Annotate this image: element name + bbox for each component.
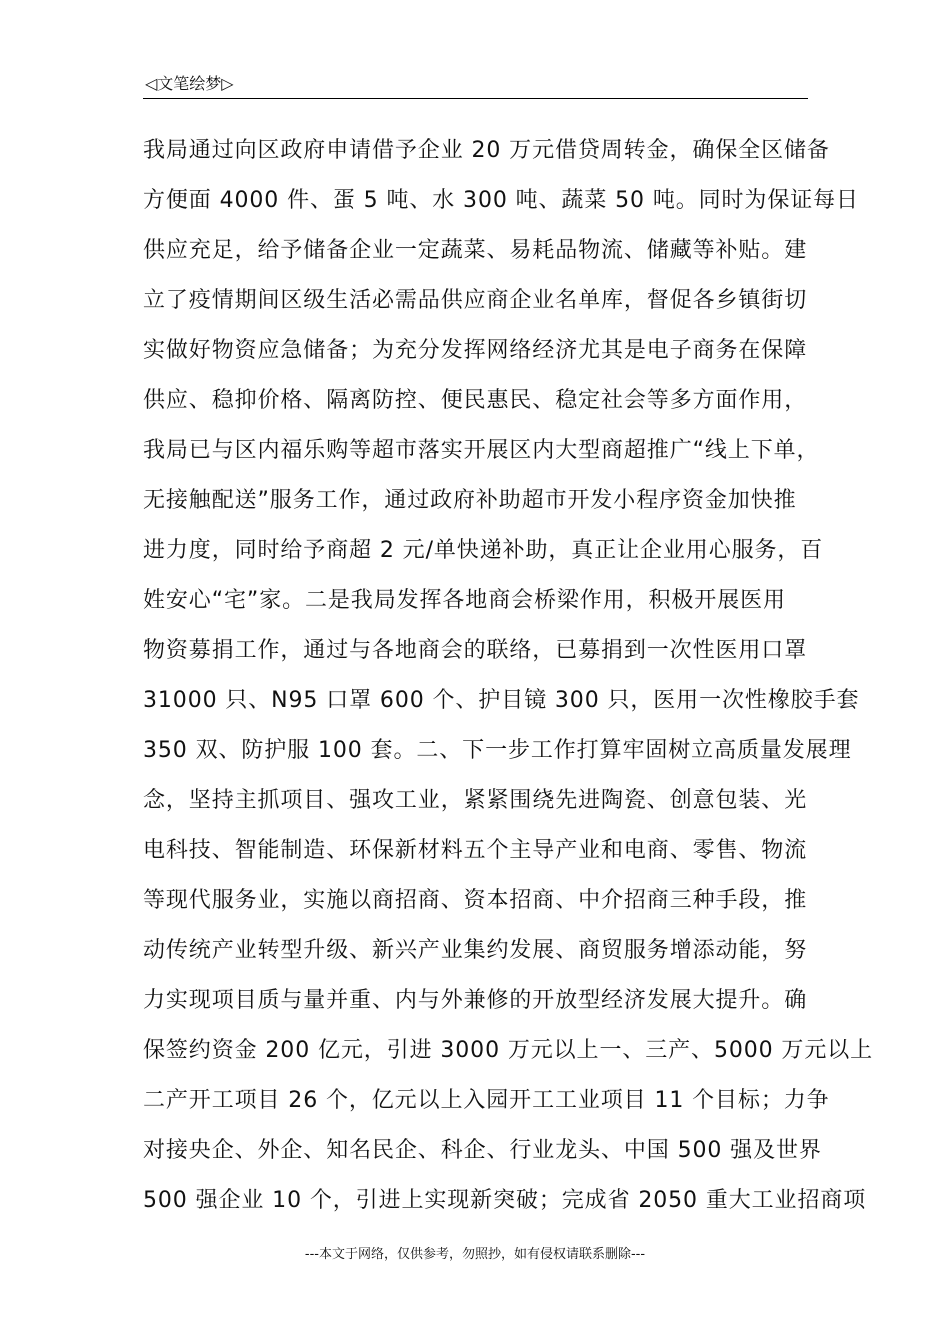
- text-line: 350 双、防护服 100 套。二、下一步工作打算牢固树立高质量发展理: [143, 738, 852, 763]
- text-line: 方便面 4000 件、蛋 5 吨、水 300 吨、蔬菜 50 吨。同时为保证每日: [143, 188, 859, 213]
- document-body: [143, 126, 874, 1226]
- text-line: 等现代服务业，实施以商招商、资本招商、中介招商三种手段，推: [143, 888, 808, 913]
- page-header: [143, 72, 808, 99]
- text-line: 我局已与区内福乐购等超市落实开展区内大型商超推广“线上下单，: [143, 438, 820, 463]
- text-line: 立了疫情期间区级生活必需品供应商企业名单库，督促各乡镇街切: [143, 288, 808, 313]
- text-line: 姓安心“宅”家。二是我局发挥各地商会桥梁作用，积极开展医用: [143, 588, 786, 613]
- text-line: 供应、稳抑价格、隔离防控、便民惠民、稳定社会等多方面作用，: [143, 388, 808, 413]
- text-line: 500 强企业 10 个，引进上实现新突破；完成省 2050 重大工业招商项: [143, 1188, 867, 1213]
- page-footer: ---本文于网络，仅供参考，勿照抄，如有侵权请联系删除---: [304, 1247, 646, 1262]
- text-line: 对接央企、外企、知名民企、科企、行业龙头、中国 500 强及世界: [143, 1138, 822, 1163]
- text-line: 念，坚持主抓项目、强攻工业，紧紧围绕先进陶瓷、创意包装、光: [143, 788, 808, 813]
- text-line: 力实现项目质与量并重、内与外兼修的开放型经济发展大提升。确: [143, 988, 808, 1013]
- text-line: 物资募捐工作，通过与各地商会的联络，已募捐到一次性医用口罩: [143, 638, 808, 663]
- text-line: 保签约资金 200 亿元，引进 3000 万元以上一、三产、5000 万元以上: [143, 1038, 874, 1063]
- text-line: 电科技、智能制造、环保新材料五个主导产业和电商、零售、物流: [143, 838, 808, 863]
- text-line: 实做好物资应急储备；为充分发挥网络经济尤其是电子商务在保障: [143, 338, 808, 363]
- text-line: 进力度，同时给予商超 2 元/单快递补助，真正让企业用心服务，百: [143, 538, 824, 563]
- text-line: 31000 只、N95 口罩 600 个、护目镜 300 只，医用一次性橡胶手套: [143, 688, 860, 713]
- text-line: 我局通过向区政府申请借予企业 20 万元借贷周转金，确保全区储备: [143, 138, 830, 163]
- text-line: 动传统产业转型升级、新兴产业集约发展、商贸服务增添动能，努: [143, 938, 808, 963]
- text-line: 供应充足，给予储备企业一定蔬菜、易耗品物流、储藏等补贴。建: [143, 238, 808, 263]
- text-line: 无接触配送”服务工作，通过政府补助超市开发小程序资金加快推: [143, 488, 797, 513]
- header-title: ◁文笔绘梦▷: [145, 74, 234, 93]
- text-line: 二产开工项目 26 个，亿元以上入园开工工业项目 11 个目标；力争: [143, 1088, 830, 1113]
